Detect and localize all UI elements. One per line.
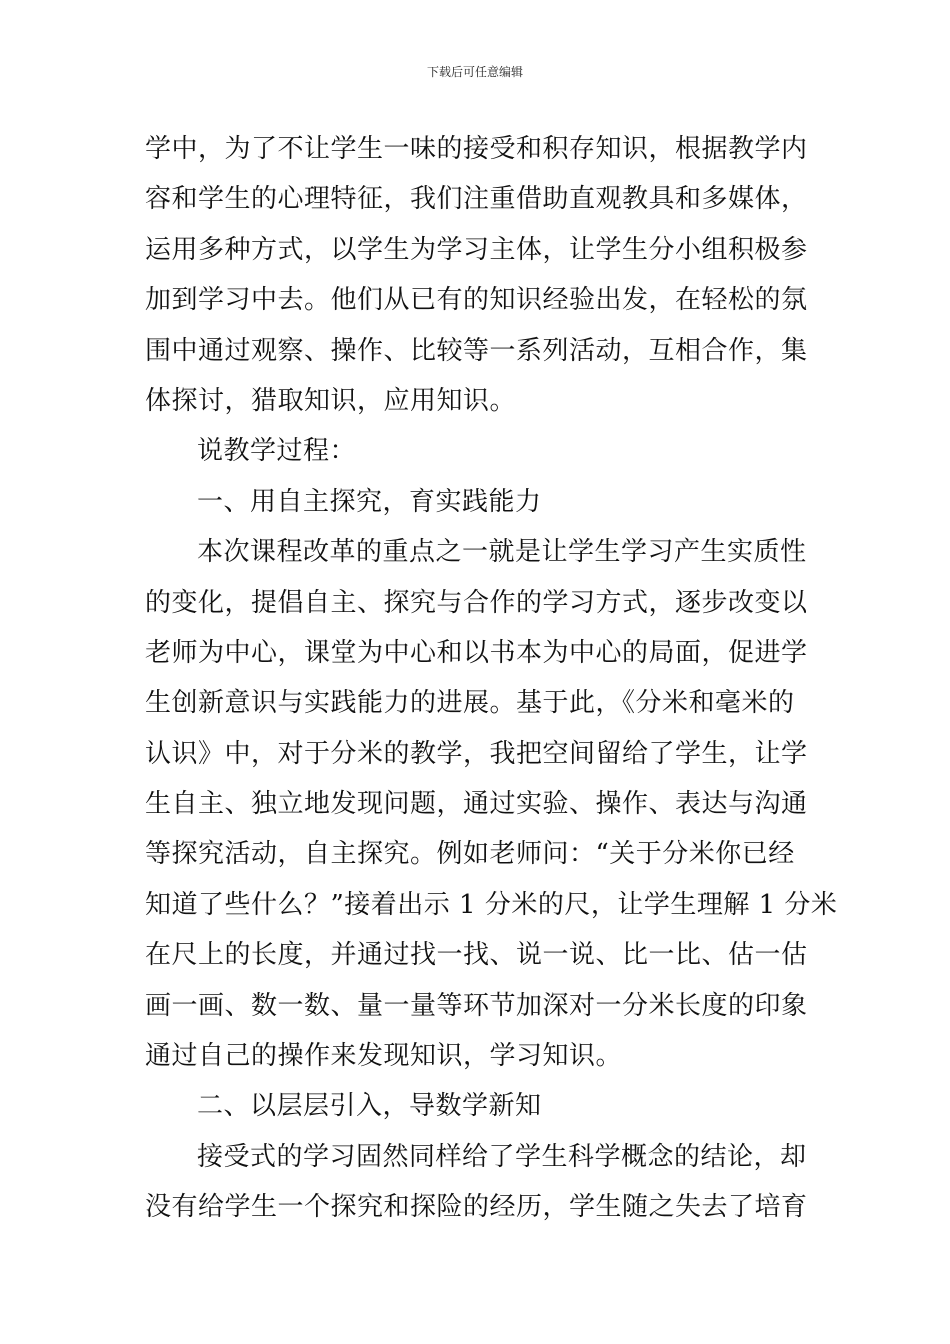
text-line: 认识》中，对于分米的教学，我把空间留给了学生，让学 (145, 738, 808, 769)
section-heading: 说教学过程： (197, 436, 357, 467)
text-line: 生创新意识与实践能力的进展。基于此，《分米和毫米的 (145, 688, 795, 719)
text-line: 接受式的学习固然同样给了学生科学概念的结论，却 (197, 1141, 807, 1172)
section-heading: 二、以层层引入，导数学新知 (197, 1091, 542, 1122)
text-line: 通过自己的操作来发现知识，学习知识。 (145, 1041, 623, 1072)
document-body (145, 124, 838, 1233)
text-line: 运用多种方式，以学生为学习主体，让学生分小组积极参 (145, 234, 808, 265)
text-line: 围中通过观察、操作、比较等一系列活动，互相合作，集 (145, 335, 808, 366)
text-line: 没有给学生一个探究和探险的经历，学生随之失去了培育 (145, 1192, 808, 1223)
text-line: 学中，为了不让学生一味的接受和积存知识，根据教学内 (145, 134, 808, 164)
text-line: 画一画、数一数、量一量等环节加深对一分米长度的印象 (145, 990, 808, 1021)
text-line: 老师为中心，课堂为中心和以书本为中心的局面，促进学 (145, 637, 808, 668)
text-line: 的变化，提倡自主、探究与合作的学习方式，逐步改变以 (145, 587, 808, 618)
text-line: 容和学生的心理特征，我们注重借助直观教具和多媒体， (145, 184, 808, 215)
section-heading: 一、用自主探究，育实践能力 (197, 486, 542, 517)
text-line: 生自主、独立地发现问题，通过实验、操作、表达与沟通 (145, 789, 808, 820)
text-line: 体探讨，猎取知识，应用知识。 (145, 385, 517, 416)
text-line: 本次课程改革的重点之一就是让学生学习产生实质性 (197, 537, 807, 568)
text-line: 等探究活动，自主探究。例如老师问：“关于分米你已经 (145, 839, 795, 870)
text-line: 在尺上的长度，并通过找一找、说一说、比一比、估一估 (145, 940, 808, 971)
page-header: 下载后可任意编辑 (426, 65, 523, 79)
text-line: 加到学习中去。他们从已有的知识经验出发，在轻松的氛 (145, 285, 808, 316)
text-line: 知道了些什么？”接着出示 1 分米的尺，让学生理解 1 分米 (145, 889, 838, 920)
